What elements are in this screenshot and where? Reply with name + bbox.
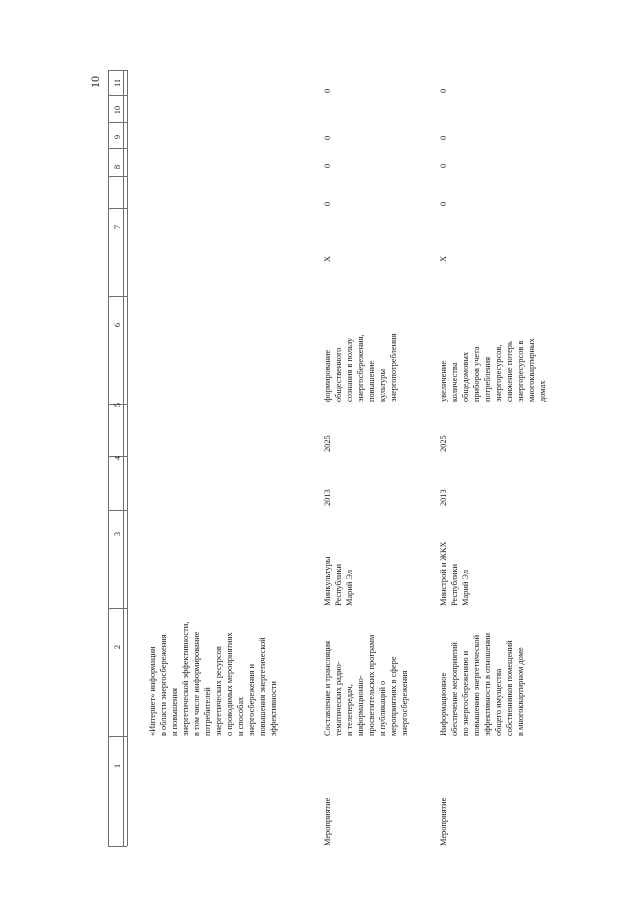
row-1-col10: 0 <box>323 135 332 140</box>
col-number-2: 2 <box>113 644 122 650</box>
table-bottom-border <box>108 846 127 847</box>
row-1-result: формирование общественного сознания в пользу энергосбережения, повышение культуры энергопотребления <box>323 333 398 402</box>
col-number-9: 9 <box>113 134 122 140</box>
row-0-description: «Интернет» информации в области энергосбережения и повышения энергетической эффективности, в том числе информирование потребителей энергетических ресурсов о проводимых мероприятиях и способах энергосбережения и повышения энергетической эффективности <box>148 621 278 736</box>
row-1-start-year: 2013 <box>323 489 332 506</box>
col-divider-1-end <box>108 736 127 737</box>
row-2-end-year: 2025 <box>439 435 448 452</box>
row-1-description: Составление и трансляция тематических радио- и телепередач, информационно- просветительских программ и публикаций о мероприятиях в сфере энергосбережения <box>323 634 409 736</box>
col-number-10: 10 <box>113 105 122 115</box>
row-2-description: Информационное обеспечение мероприятий по энергосбережению и повышению энергетической эффективности в отношении общего имущества собственников помещений в многоквартирном доме <box>439 632 525 736</box>
row-1-col9: 0 <box>323 163 332 168</box>
row-2-col11: 0 <box>439 88 448 93</box>
col-number-8: 8 <box>113 164 122 170</box>
col-number-11: 11 <box>113 78 122 88</box>
row-2-executor: Минстрой и ЖКХ Республики Марий Эл <box>439 541 470 606</box>
row-2-col7: X <box>439 255 448 262</box>
page-number: 10 <box>88 76 102 88</box>
table-header-border-inner <box>127 70 128 846</box>
col-number-7: 7 <box>113 224 122 230</box>
row-2-col8: 0 <box>439 201 448 206</box>
col-number-3: 3 <box>113 531 122 537</box>
row-1-end-year: 2025 <box>323 435 332 452</box>
col-divider-6-5 <box>108 296 127 297</box>
row-2-col10: 0 <box>439 135 448 140</box>
row-1-executor: Минкультуры Республики Марий Эл <box>323 556 354 606</box>
row-1-type: Мероприятие <box>323 797 332 846</box>
table-left-border <box>123 70 124 846</box>
row-2-type: Мероприятие <box>439 797 448 846</box>
row-2-col9: 0 <box>439 163 448 168</box>
col-divider-2-1 <box>108 608 127 609</box>
col-number-5: 5 <box>113 402 122 408</box>
col-number-1: 1 <box>113 763 122 769</box>
table-header-border <box>108 70 109 846</box>
row-2-result: увеличение количества общедомовых приборов учета потребления энергоресурсов, снижение потерь энергоресурсов в многоквартирных домах <box>439 338 547 402</box>
row-1-col11: 0 <box>323 88 332 93</box>
col-number-4: 4 <box>113 455 122 461</box>
row-1-col7: X <box>323 255 332 262</box>
col-number-6: 6 <box>113 322 122 328</box>
row-1-col8: 0 <box>323 201 332 206</box>
row-2-start-year: 2013 <box>439 489 448 506</box>
